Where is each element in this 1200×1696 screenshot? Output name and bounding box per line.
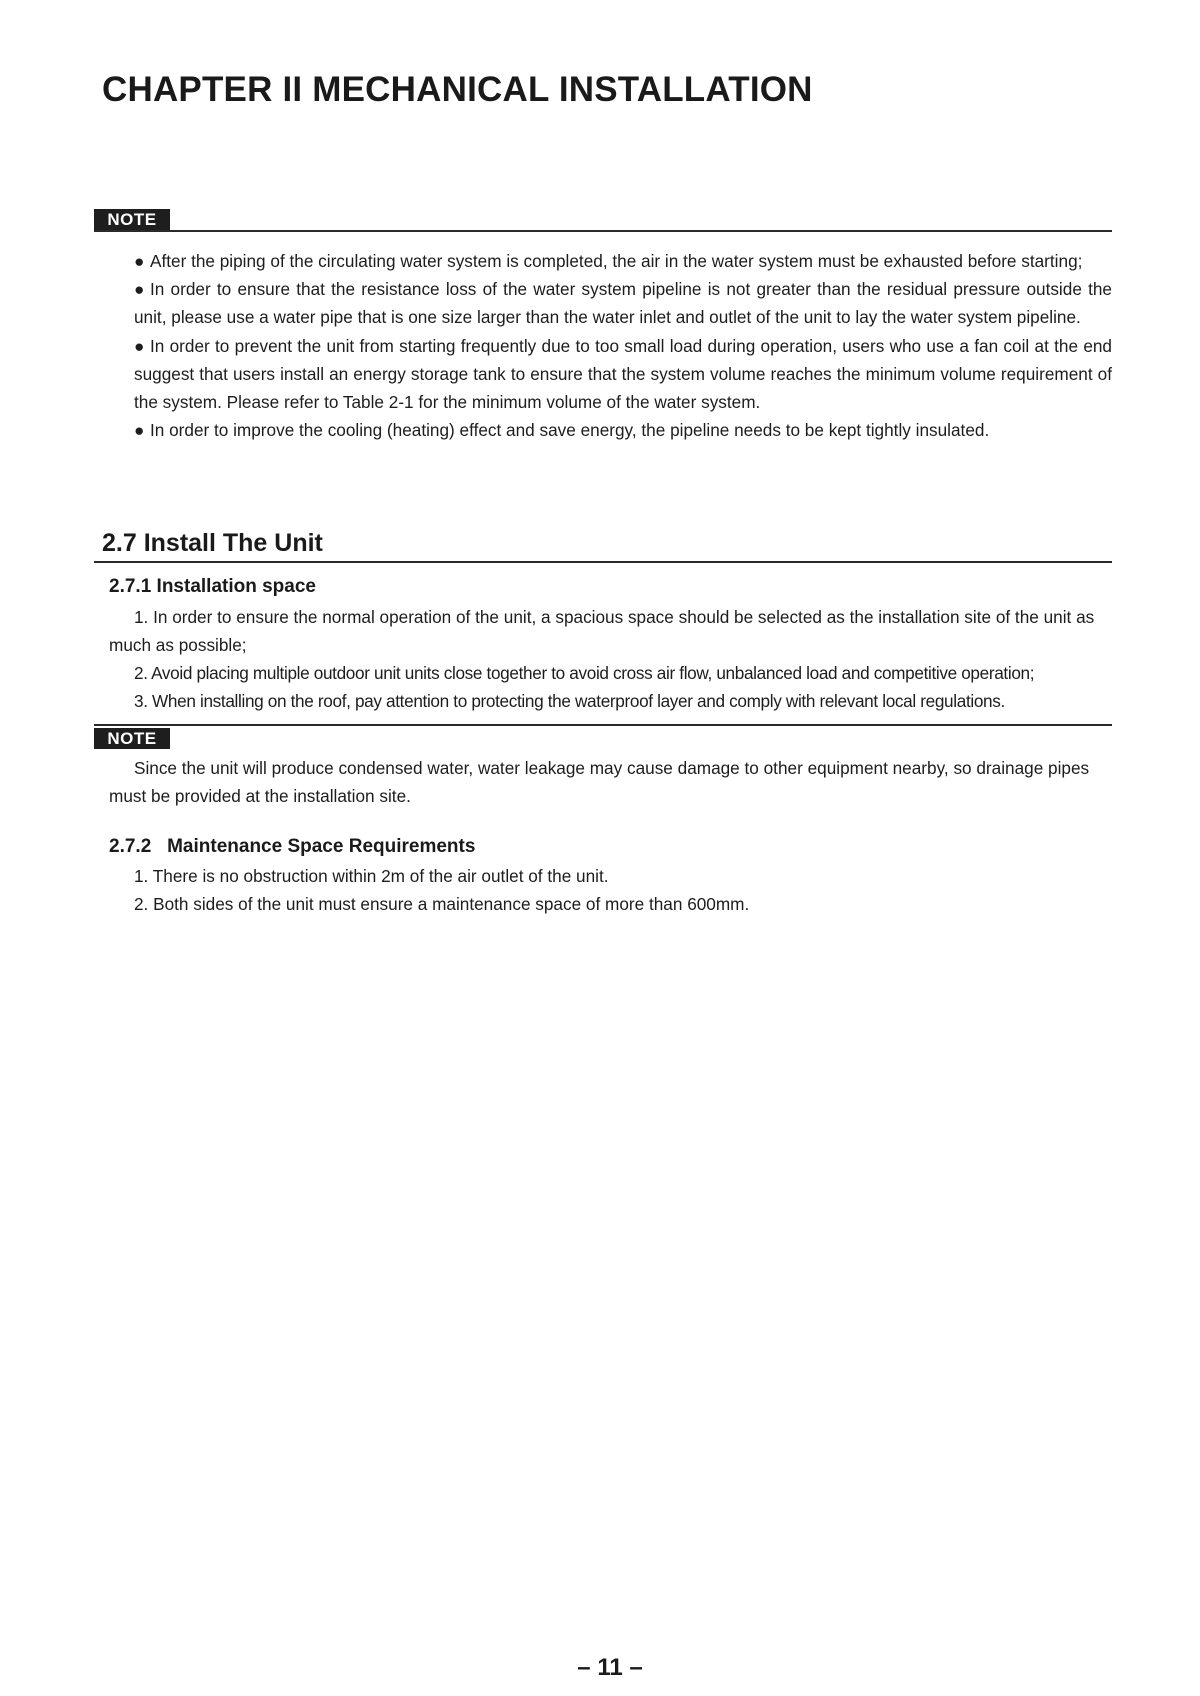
bullet-icon: ●	[134, 335, 145, 356]
note-item	[134, 416, 1112, 444]
note-badge: NOTE	[94, 728, 170, 749]
subsection-title-installation-space: 2.7.1 Installation space	[109, 576, 316, 597]
note-header	[94, 724, 1112, 748]
chapter-title: CHAPTER II MECHANICAL INSTALLATION	[102, 70, 813, 109]
note-item	[134, 247, 1112, 275]
note-list	[94, 247, 1112, 444]
note-item-text: In order to ensure that the resistance loss of the water system pipeline is not greater than the residual pressure outside the unit, please use a water pipe that is one size larger than the water inlet and outlet of the unit to lay the water system pipeline.	[134, 279, 1112, 328]
note-item-text: In order to improve the cooling (heating) effect and save energy, the pipeline needs to be kept tightly insulated.	[150, 420, 990, 441]
note-badge: NOTE	[94, 209, 170, 230]
installation-space-item: 2. Avoid placing multiple outdoor unit units close together to avoid cross air flow, unbalanced load and competitive operation;	[134, 663, 1035, 683]
installation-space-item: 3. When installing on the roof, pay attention to protecting the waterproof layer and comply with relevant local regulations.	[134, 691, 1005, 711]
note-block-piping	[94, 206, 1112, 444]
note-item	[134, 275, 1112, 331]
note-item-text: In order to prevent the unit from starting frequently due to too small load during operation, users who use a fan coil at the end suggest that users install an energy storage tank to ensure that the system volume reaches the minimum volume requirement of the system. Please refer to Table 2-1 for the minimum volume of the water system.	[134, 335, 1112, 413]
bullet-icon: ●	[134, 251, 145, 271]
bullet-icon: ●	[134, 420, 145, 441]
page-number: – 11 –	[577, 1654, 643, 1681]
bullet-icon: ●	[134, 279, 145, 300]
note-item	[134, 332, 1112, 417]
drainage-note-text: Since the unit will produce condensed water, water leakage may cause damage to other equipment nearby, so drainage pipes must be provided at the installation site.	[109, 758, 1090, 807]
maintenance-space-item: 2. Both sides of the unit must ensure a maintenance space of more than 600mm.	[134, 894, 750, 914]
note-block-drainage	[94, 724, 1112, 748]
section-header	[94, 525, 1112, 563]
maintenance-space-item: 1. There is no obstruction within 2m of the air outlet of the unit.	[134, 866, 609, 886]
note-header	[94, 206, 1112, 232]
installation-space-item: 1. In order to ensure the normal operation of the unit, a spacious space should be selected as the installation site of the unit as much as possible;	[109, 607, 1095, 656]
section-title: 2.7 Install The Unit	[102, 529, 323, 557]
note-item-text: After the piping of the circulating water system is completed, the air in the water system must be exhausted before starting;	[150, 251, 1083, 271]
subsection-title-maintenance-space: 2.7.2 Maintenance Space Requirements	[109, 836, 476, 857]
